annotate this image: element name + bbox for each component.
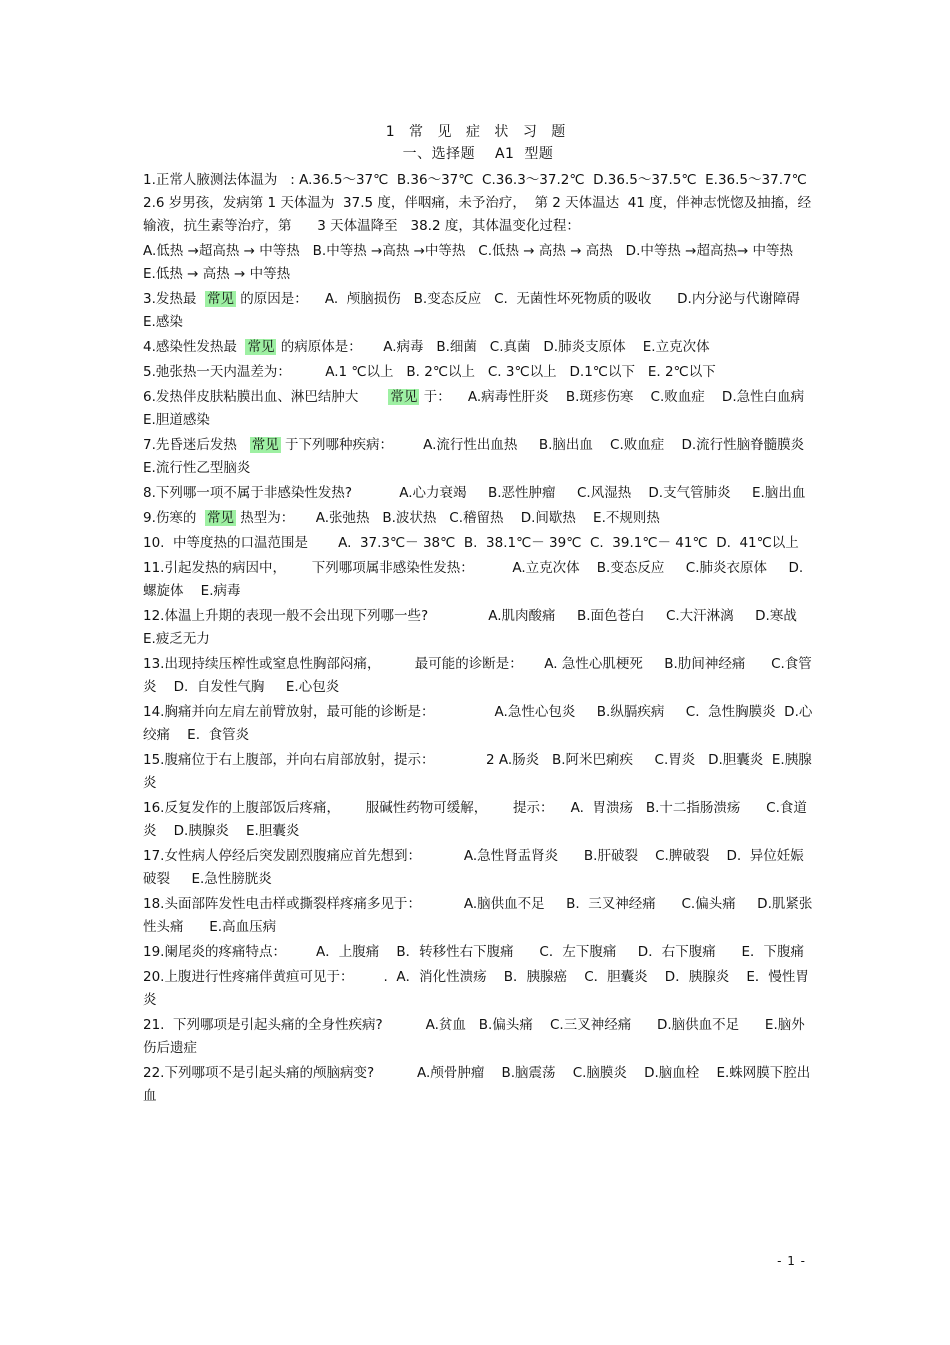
question-item: 9.伤寒的 常见 热型为： A.张弛热 B.波状热 C.稽留热 D.间歇热 E.不规则热 [143, 510, 660, 526]
question-item: 13.出现持续压榨性或窒息性胸部闷痛， 最可能的诊断是： A. 急性心肌梗死 B.肋间神经痛 C.食管炎 D. 自发性气胸 E.心包炎 [143, 656, 812, 695]
highlighted-term: 常见 [251, 437, 279, 453]
question-item: 14.胸痛并向左肩左前臂放射，最可能的诊断是： A.急性心包炎 B.纵膈疾病 C. 急性胸膜炎 D.心绞痛 E. 食管炎 [143, 704, 813, 743]
question-item: 18.头面部阵发性电击样或撕裂样疼痛多见于： A.脑供血不足 B. 三叉神经痛 C.偏头痛 D.肌紧张性头痛 E.高血压病 [143, 896, 813, 935]
question-item: 10. 中等度热的口温范围是 A. 37.3℃－ 38℃ B. 38.1℃－ 39℃ C. 39.1℃－ 41℃ D. 41℃以上 [143, 535, 799, 551]
question-list [143, 169, 822, 1108]
document-content [143, 121, 822, 1110]
document-title: 1 常 见 症 状 习 题 [385, 124, 571, 140]
question-item: 7.先昏迷后发热 常见 于下列哪种疾病： A.流行性出血热 B.脑出血 C.败血症 D.流行性脑脊髓膜炎 E.流行性乙型脑炎 [143, 437, 822, 476]
question-item: 8.下列哪一项不属于非感染性发热? A.心力衰竭 B.恶性肿瘤 C.风湿热 D.支气管肺炎 E.脑出血 [143, 485, 806, 501]
question-item: 4.感染性发热最 常见 的病原体是： A.病毒 B.细菌 C.真菌 D.肺炎支原体 E.立克次体 [143, 339, 710, 355]
highlighted-term: 常见 [206, 291, 234, 307]
question-item: 3.发热最 常见 的原因是： A. 颅脑损伤 B.变态反应 C. 无菌性坏死物质的吸收 D.内分泌与代谢障碍 E.感染 [143, 291, 818, 330]
section-heading: 一、选择题 A1 型题 [402, 146, 554, 162]
question-item: 5.弛张热一天内温差为： A.1 ℃以上 B. 2℃以上 C. 3℃以上 D.1℃以下 E. 2℃以下 [143, 364, 716, 380]
question-item: A.低热 →超高热 → 中等热 B.中等热 →高热 →中等热 C.低热 → 高热 → 高热 D.中等热 →超高热→ 中等热 E.低热 → 高热 → 中等热 [143, 243, 806, 282]
question-item: 19.阑尾炎的疼痛特点： A．上腹痛 B．转移性右下腹痛 C．左下腹痛 D．右下腹痛 E．下腹痛 [143, 944, 804, 960]
question-item: 16.反复发作的上腹部饭后疼痛， 服碱性药物可缓解， 提示： A. 胃溃疡 B.十二指肠溃疡 C.食道炎 D.胰腺炎 E.胆囊炎 [143, 800, 807, 839]
question-item: 22.下列哪项不是引起头痛的颅脑病变? A.颅骨肿瘤 B.脑震荡 C.脑膜炎 D.脑血栓 E.蛛网膜下腔出血 [143, 1065, 811, 1104]
page-number: - 1 - [777, 1254, 806, 1268]
question-item: 15.腹痛位于右上腹部，并向右肩部放射，提示： 2 A.肠炎 B.阿米巴痢疾 C.胃炎 D.胆囊炎 E.胰腺炎 [143, 752, 812, 791]
question-item: 6.发热伴皮肤粘膜出血、淋巴结肿大 常见 于： A.病毒性肝炎 B.斑疹伤寒 C.败血症 D.急性白血病 E.胆道感染 [143, 389, 822, 428]
highlighted-term: 常见 [206, 510, 234, 526]
question-item: 1.正常人腋测法体温为 : A.36.5～37℃ B.36～37℃ C.36.3～37.2℃ D.36.5～37.5℃ E.36.5～37.7℃ 2.6 岁男孩，发病第 1 天体温为 37.5 度，伴咽痛，未予治疗， 第 2 天体温达 41 度，伴神志恍惚及抽搐，经输液，抗生素等治疗，第 3 天体温降至 38.2 度，其体温变化过程： [143, 172, 816, 234]
question-item: 17.女性病人停经后突发剧烈腹痛应首先想到： A.急性肾盂肾炎 B.肝破裂 C.脾破裂 D. 异位妊娠破裂 E.急性膀胱炎 [143, 848, 804, 887]
question-item: 20.上腹进行性疼痛伴黄疸可见于： . A．消化性溃疡 B．胰腺癌 C．胆囊炎 D．胰腺炎 E．慢性胃炎 [143, 969, 809, 1008]
question-item: 11.引起发热的病因中， 下列哪项属非感染性发热： A.立克次体 B.变态反应 C.肺炎衣原体 D.螺旋体 E.病毒 [143, 560, 804, 599]
question-item: 21. 下列哪项是引起头痛的全身性疾病? A.贫血 B.偏头痛 C.三叉神经痛 D.脑供血不足 E.脑外伤后遗症 [143, 1017, 805, 1056]
question-item: 12.体温上升期的表现一般不会出现下列哪一些? A.肌肉酸痛 B.面色苍白 C.大汗淋漓 D.寒战 E.疲乏无力 [143, 608, 814, 647]
highlighted-term: 常见 [390, 389, 418, 405]
highlighted-term: 常见 [247, 339, 275, 355]
